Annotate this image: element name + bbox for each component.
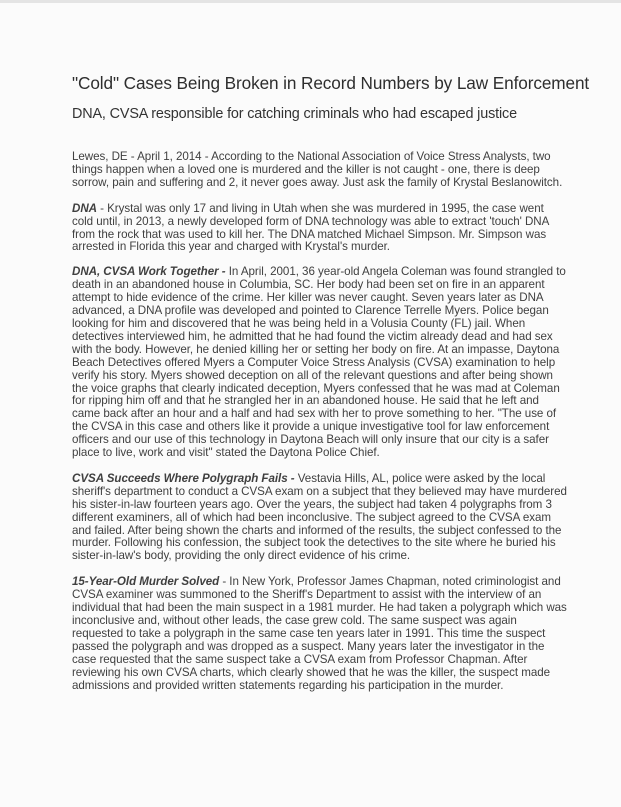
article-subtitle: DNA, CVSA responsible for catching criminals who had escaped justice [72, 106, 517, 122]
section-lead-dna: DNA [72, 201, 97, 215]
paragraph-text: Lewes, DE - April 1, 2014 - According to the National Association of Voice Stress Analysts, two things happen when a loved one is murdered and the killer is not caught - one, there is deep sorrow, pain and suffering and 2, it never goes away. Just ask the family of Krystal Beslanowitch. [72, 150, 563, 189]
paragraph-text: - Krystal was only 17 and living in Utah when she was murdered in 1995, the case went cold until, in 2013, a newly developed form of DNA technology was able to extract 'touch' DNA from the rock that was used to kill her. The DNA matched Michael Simpson. Mr. Simpson was arrested in Florida this year and charged with Krystal's murder. [72, 201, 549, 254]
document-page [72, 72, 590, 692]
paragraph-cvsa-vs-polygraph [72, 473, 567, 563]
paragraph-text: Vestavia Hills, AL, police were asked by the local sheriff's department to conduct a CVSA exam on a subject that they believed may have murdered his sister-in-law fourteen years ago. Over the years, the subject had taken 4 polygraphs from 3 different examiners, all of which had been inconclusive. The subject agreed to the CVSA exam and failed. After being shown the charts and informed of the results, the subject confessed to the murder. Following his confession, the subject took the detectives to the site where he buried his sister-in-law's body, providing the only direct evidence of his crime. [72, 471, 567, 563]
paragraph-text: In April, 2001, 36 year-old Angela Coleman was found strangled to death in an abandoned house in Columbia, SC. Her body had been set on fire in an apparent attempt to hide evidence of the crime. Her killer was never caught. Seven years later as DNA advanced, a DNA profile was developed and pointed to Clarence Terrelle Myers. Police began looking for him and discovered that he was being held in a Volusia County (FL) jail. When detectives interviewed him, he admitted that he had found the victim already dead and had sex with the body. However, he denied killing her or setting her body on fire. At an impasse, Daytona Beach Detectives offered Myers a Computer Voice Stress Analysis (CVSA) examination to help verify his story. Myers showed deception on all of the relevant questions and after being shown the voice graphs that clearly indicated deception, Myers confessed that he was mad at Coleman for ripping him off and that he strangled her in an abandoned house. He said that he left and came back after an hour and a half and had sex with her to prove something to her. "The use of the CVSA in this case and others like it provide a unique investigative tool for law enforcement officers and our use of this technology in Daytona Beach will only insure that our city is a safer place to live, work and visit" stated the Daytona Police Chief. [72, 265, 566, 460]
paragraph-dna-cvsa-together [72, 266, 567, 460]
section-lead-15-year-old-murder: 15-Year-Old Murder Solved [72, 575, 220, 589]
section-lead-cvsa-vs-polygraph: CVSA Succeeds Where Polygraph Fails - [72, 471, 298, 485]
paragraph-dna [72, 203, 567, 255]
section-lead-dna-cvsa-together: DNA, CVSA Work Together - [72, 265, 229, 279]
scan-top-edge [0, 0, 621, 3]
paragraph-15-year-old-murder [72, 576, 567, 692]
paragraph-intro [72, 151, 567, 190]
article-title: "Cold" Cases Being Broken in Record Numbers by Law Enforcement [72, 73, 590, 93]
paragraph-text: - In New York, Professor James Chapman, noted criminologist and CVSA examiner was summoned to the Sheriff's Department to assist with the interview of an individual that had been the main suspect in a 1981 murder. He had taken a polygraph which was inconclusive and, without other leads, the case grew cold. The same suspect was again requested to take a polygraph in the same case ten years later in 1991. This time the suspect passed the polygraph and was dropped as a suspect. Many years later the investigator in the case requested that the same suspect take a CVSA exam from Professor Chapman. After reviewing his own CVSA charts, which clearly showed that he was the killer, the suspect made admissions and provided written statements regarding his participation in the murder. [72, 575, 567, 692]
